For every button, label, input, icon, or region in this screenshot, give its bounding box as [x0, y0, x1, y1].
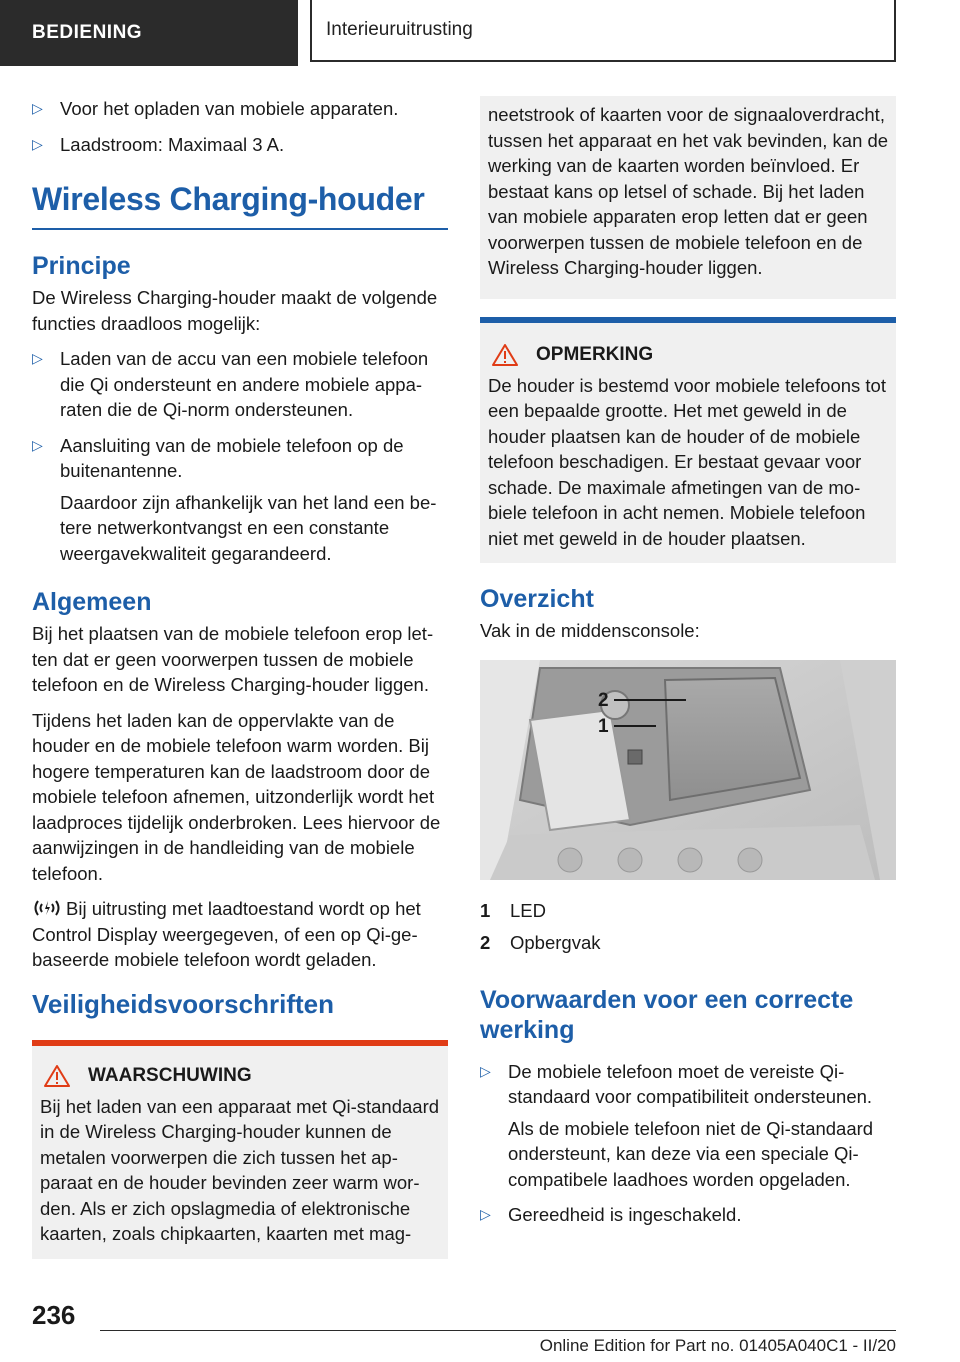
warning-heading: WAARSCHUWING — [40, 1064, 440, 1088]
section-title-voorwaarden: Voorwaarden voor een correcte werking — [480, 985, 854, 1044]
section-title-veiligheid: Veiligheidsvoorschriften — [32, 988, 334, 1019]
list-item-continuation: Als de mobiele telefoon niet de Qi-standaard ondersteunt, kan deze via een speciale Qi-compatibele laadhoes worden opgeladen. — [508, 1117, 874, 1190]
principe-text: De Wireless Charging-houder maakt de volgende functies draadloos mogelijk: — [32, 287, 438, 334]
center-console-photo — [480, 660, 896, 880]
legend-item: 2 Opbergvak — [480, 931, 601, 953]
warning-box-continued — [480, 96, 896, 299]
list-item-continuation: Daardoor zijn afhankelijk van het land een betere netwerkontvangst en een constante weergavekwaliteit gegarandeerd. — [60, 491, 437, 564]
triangle-bullet-icon: ▷ — [32, 436, 43, 453]
callout-2: 2 — [598, 689, 609, 711]
intro-list — [32, 96, 448, 157]
right-column — [480, 96, 896, 1238]
triangle-bullet-icon: ▷ — [480, 1062, 491, 1079]
overzicht-text: Vak in de middensconsole: — [480, 620, 700, 641]
list-item: ▷ Voor het opladen van mobiele apparaten. — [32, 96, 448, 122]
principe-list — [32, 346, 448, 566]
legend-item: 1 LED — [480, 899, 546, 921]
triangle-bullet-icon: ▷ — [32, 135, 43, 152]
section-title-overzicht: Overzicht — [480, 585, 594, 613]
section-title-principe: Principe — [32, 252, 131, 280]
list-item: ▷ Laden van de accu van een mobiele telefoon die Qi ondersteunt en andere mobiele apparaten die de Qi-norm ondersteunen. — [32, 348, 429, 420]
chapter-tab: Interieuruitrusting — [310, 0, 896, 62]
warning-triangle-icon — [44, 1064, 70, 1088]
triangle-bullet-icon: ▷ — [32, 100, 43, 116]
section-title-algemeen: Algemeen — [32, 588, 152, 616]
note-heading: OPMERKING — [488, 343, 888, 367]
page-header — [0, 0, 960, 66]
warning-triangle-icon — [492, 343, 518, 367]
section-tab: BEDIENING — [0, 0, 298, 66]
warning-text: Bij het laden van een apparaat met Qi-standaard in de Wireless Charging-houder kunnen de metalen voorwerpen die zich tussen het apparaat en de houder bevinden zeer warm worden. Als er zich opslagmedia of elektronische kaarten, zoals chipkaarten, kaarten met mag- — [40, 1095, 440, 1244]
note-box — [480, 317, 896, 564]
triangle-bullet-icon: ▷ — [32, 350, 43, 366]
algemeen-paragraph: Bij uitrusting met laadtoestand wordt op het Control Display weergegeven, of een op Qi-gebaseerde mobiele telefoon wordt geladen. — [32, 898, 421, 970]
algemeen-paragraph: Bij het plaatsen van de mobiele telefoon erop letten dat er geen voorwerpen tussen de mobiele telefoon en de Wireless Charging-houder liggen. — [32, 623, 434, 695]
voorwaarden-list — [480, 1059, 896, 1228]
photo-legend — [480, 895, 896, 959]
triangle-bullet-icon: ▷ — [480, 1206, 491, 1222]
callout-1: 1 — [598, 715, 609, 737]
left-column — [32, 96, 448, 1277]
list-item: ▷ Laadstroom: Maximaal 3 A. — [32, 132, 448, 158]
chapter-title: Wireless Charging-houder — [32, 181, 448, 230]
page-number: 236 — [32, 1300, 76, 1330]
algemeen-paragraph: Tijdens het laden kan de oppervlakte van de houder en de mobiele telefoon warm worden. Bij hogere temperaturen kan de laadstroom door de mobiele telefoon afnemen, uitzonderlijk wordt het laadproces tijdelijk onderbroken. Lees hiervoor de aanwijzingen in de handleiding van de mobiele telefoon. — [32, 709, 441, 884]
edition-note: Online Edition for Part no. 01405A040C1 - II/20 — [539, 1336, 896, 1355]
warning-text-continued: neetstrook of kaarten voor de signaaloverdracht, tussen het apparaat en het vak bevinden, kan de werking van de kaarten worden beïnvloed. Er bestaat kans op letsel of schade. Bij het laden van mobiele apparaten erop letten dat er geen voorwerpen tussen de mobiele telefoon en de Wireless Charging-houder liggen. — [488, 104, 889, 278]
list-item: ▷ Aansluiting van de mobiele telefoon op de buitenantenne. Daardoor zijn afhankelijk van het land een betere netwerkontvangst en een constante weergavekwaliteit gegarandeerd. — [32, 433, 448, 567]
footer-divider — [100, 1330, 896, 1331]
list-item: ▷ De mobiele telefoon moet de vereiste Qi-standaard voor compatibiliteit ondersteunen. Als de mobiele telefoon niet de Qi-standaard ondersteunt, kan deze via een speciale Qi-compatibele laadhoes worden opgeladen. — [480, 1059, 896, 1193]
list-item: ▷ Gereedheid is ingeschakeld. — [480, 1202, 896, 1228]
warning-box — [32, 1040, 448, 1259]
note-text: De houder is bestemd voor mobiele telefoons tot een bepaalde grootte. Het met geweld in de houder plaatsen kan de houder of de mobiele telefoon beschadigen. Er bestaat gevaar voor schade. De maximale afmetingen van de mobiele telefoon in acht nemen. Mobiele telefoon niet met geweld in de houder plaatsen. — [488, 374, 886, 549]
wireless-charging-icon — [32, 898, 62, 918]
